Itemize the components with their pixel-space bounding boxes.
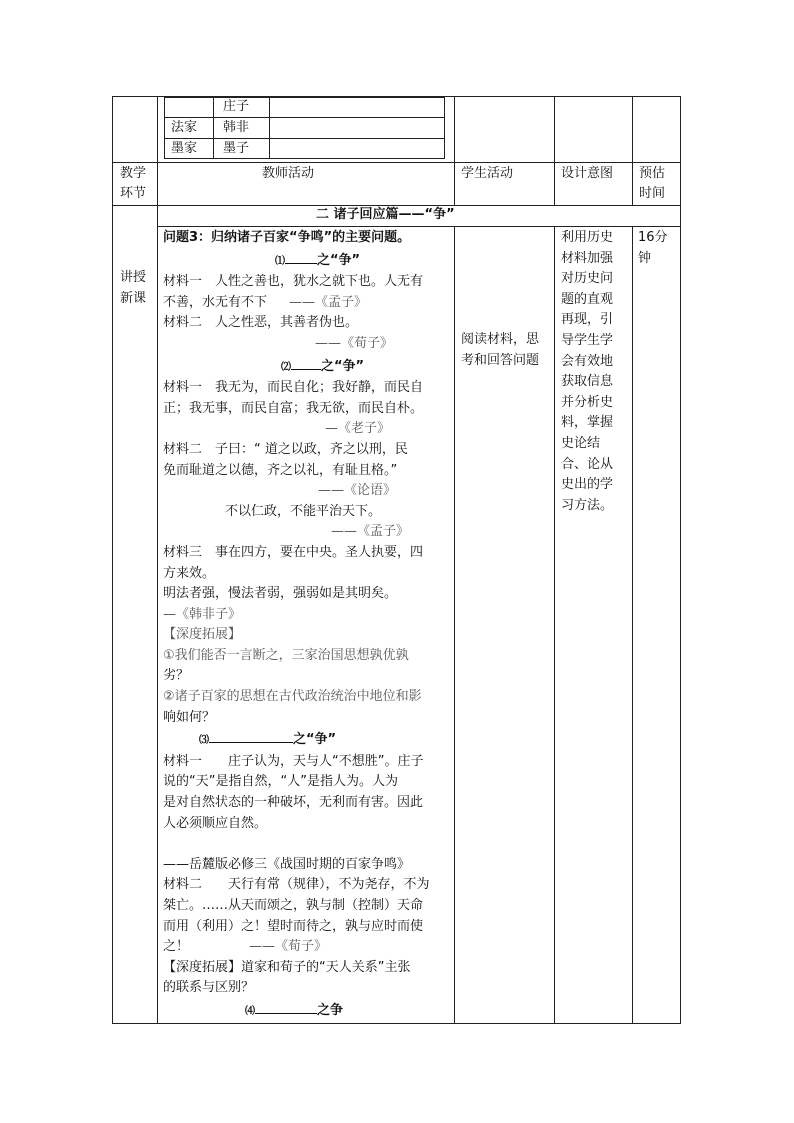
part-2-number: ⑵: [281, 361, 291, 373]
header-time-line1: 预估: [639, 166, 666, 181]
material-1-2: 不善，水无有不下 ——《孟子》: [163, 294, 368, 310]
question-3: 问题3：归纳诸子百家“争鸣”的主要问题。: [163, 230, 411, 245]
section-title: 二 诸子回应篇——“争”: [316, 207, 455, 222]
design-line-5: 再现，引: [561, 312, 614, 328]
schools-subtable: [164, 97, 445, 159]
subtable-person-1: 庄子: [223, 99, 250, 114]
extension-1-q2a: ②诸子百家的思想在古代政治统治中地位和影: [163, 689, 422, 705]
subtable-person-2: 韩非: [223, 120, 250, 135]
material-2-6: 材料三 事在四方，要在中央。圣人执要，四: [163, 544, 424, 560]
design-line-10: 料，掌握: [561, 415, 614, 431]
part-2-heading: [163, 355, 453, 379]
student-line-2: 考和回答问题: [461, 352, 540, 368]
extension-1-q1a: ①我们能否一言断之，三家治国思想孰优孰: [163, 647, 409, 663]
material-3-8: 之！ ——《荀子》: [163, 939, 328, 955]
design-intent-content: [561, 228, 625, 516]
part-1-number: ⑴: [275, 255, 285, 267]
design-line-13: 史出的学: [561, 477, 614, 493]
table-border-col4: [632, 96, 633, 206]
design-line-9: 并分析史: [561, 394, 614, 410]
time-line-1: 16分: [638, 230, 668, 245]
extension-1-q1b: 劣？: [163, 668, 190, 684]
material-1-1: 材料一 人性之善也，犹水之就下也。人无有: [163, 274, 424, 290]
table-border-header-top: [112, 162, 681, 163]
student-activity-content: [461, 330, 551, 371]
source-laozi: —《老子》: [325, 421, 391, 437]
material-2-5: 不以仁政，不能平治天下。: [225, 503, 382, 519]
extension-1-q2b: 响如何？: [163, 709, 216, 725]
material-3-3: 是对自然状态的一种破坏，无利而有害。因此: [163, 795, 424, 811]
table-border-bottom: [112, 1023, 681, 1024]
header-teacher-activity: 教师活动: [262, 166, 315, 181]
design-line-7: 会有效地: [561, 353, 614, 369]
part-4-suffix: 之争: [317, 1002, 344, 1018]
extension-2b: 的联系与区别？: [163, 980, 255, 996]
source-lunyu: ——《论语》: [318, 483, 397, 499]
part-3-blank: [209, 728, 293, 743]
material-2-7: 方来效。: [163, 565, 216, 581]
header-time-line2: 时间: [639, 186, 666, 201]
design-line-2: 材料加强: [561, 250, 614, 266]
source-mengzi-2: ——《孟子》: [331, 524, 410, 540]
table-border-right: [680, 96, 681, 1024]
design-line-14: 习方法。: [561, 497, 614, 513]
part-4-number: ⑷: [245, 1005, 255, 1017]
stage-line2: 新课: [120, 291, 147, 306]
material-2-1: 材料一 我无为，而民自化；我好静，而民自: [163, 380, 424, 396]
part-4-blank: [255, 999, 317, 1014]
header-stage-line2: 环节: [120, 186, 147, 201]
source-mengzi-1: ——《孟子》: [289, 294, 368, 310]
material-3-6: 桀亡。……从天而颂之，孰与制（控制）天命: [163, 898, 424, 913]
part-1-heading: [163, 249, 453, 273]
table-border-col4b: [632, 226, 633, 1024]
subtable-school-3: 墨家: [171, 141, 198, 156]
part-4-heading: [163, 999, 453, 1023]
material-3-5: 材料二 天行有常（规律），不为尧存，不为: [163, 877, 430, 893]
header-stage-line1: 教学: [120, 166, 147, 181]
source-xunzi-2: ——《荀子》: [249, 939, 328, 955]
extension-1-title: 【深度拓展】: [163, 627, 242, 643]
table-border-col1: [157, 96, 158, 1024]
material-2-3: 材料二 子曰：“ 道之以政，齐之以刑，民: [163, 441, 408, 457]
part-2-suffix: 之“争”: [321, 358, 365, 374]
student-line-1: 阅读材料，思: [461, 332, 540, 347]
blank-line: [163, 834, 453, 855]
source-yuelu: ——岳麓版必修三《战国时期的百家争鸣》: [163, 856, 411, 872]
material-2-4: 免而耻道之以德，齐之以礼，有耻且格。”: [163, 462, 398, 478]
design-line-6: 导学生学: [561, 332, 614, 348]
teacher-activity-content: [163, 228, 453, 1023]
part-3-heading: [163, 728, 453, 752]
part-2-blank: [291, 355, 321, 370]
extension-2a: 【深度拓展】道家和荀子的“天人关系”主张: [163, 959, 411, 975]
material-1-3: 材料二 人之性恶，其善者伪也。: [163, 315, 359, 331]
time-content: [638, 228, 678, 269]
part-3-suffix: 之“争”: [293, 732, 337, 748]
design-line-1: 利用历史: [561, 230, 614, 245]
part-1-blank: [285, 249, 317, 264]
source-xunzi-1: ——《荀子》: [315, 335, 394, 351]
table-border-col2: [454, 96, 455, 206]
material-3-2: 说的“天”是指自然，“人”是指人为。人为: [163, 774, 398, 790]
material-3-1: 材料一 庄子认为，天与人“不想胜”。庄子: [163, 753, 424, 769]
table-border-left: [112, 96, 113, 1024]
design-line-4: 题的直观: [561, 291, 614, 307]
table-border-section-bottom: [157, 226, 681, 227]
material-2-2: 正；我无事，而民自富；我无欲，而民自朴。: [163, 400, 424, 416]
time-line-2: 钟: [638, 250, 652, 266]
header-design-intent: 设计意图: [561, 166, 614, 181]
material-2-8: 明法者强，慢法者弱，强弱如是其明矣。: [163, 586, 398, 602]
stage-line1: 讲授: [120, 270, 147, 285]
subtable-person-3: 墨子: [223, 141, 250, 156]
table-border-col3b: [554, 226, 555, 1024]
material-3-7: 而用（利用）之！望时而待之，孰与应时而使: [163, 918, 424, 934]
table-border-col2b: [454, 226, 455, 1024]
source-hanfeizi: —《韩非子》: [163, 606, 242, 622]
design-line-11: 史论结: [561, 435, 601, 451]
header-student-activity: 学生活动: [461, 166, 514, 181]
material-3-4: 人必须顺应自然。: [163, 815, 268, 831]
part-3-number: ⑶: [199, 735, 209, 747]
table-border-col3: [554, 96, 555, 206]
part-1-suffix: 之“争”: [317, 252, 361, 268]
design-line-12: 合、论从: [561, 456, 614, 472]
design-line-8: 获取信息: [561, 374, 614, 390]
subtable-school-2: 法家: [171, 120, 198, 135]
design-line-3: 对历史问: [561, 271, 614, 287]
